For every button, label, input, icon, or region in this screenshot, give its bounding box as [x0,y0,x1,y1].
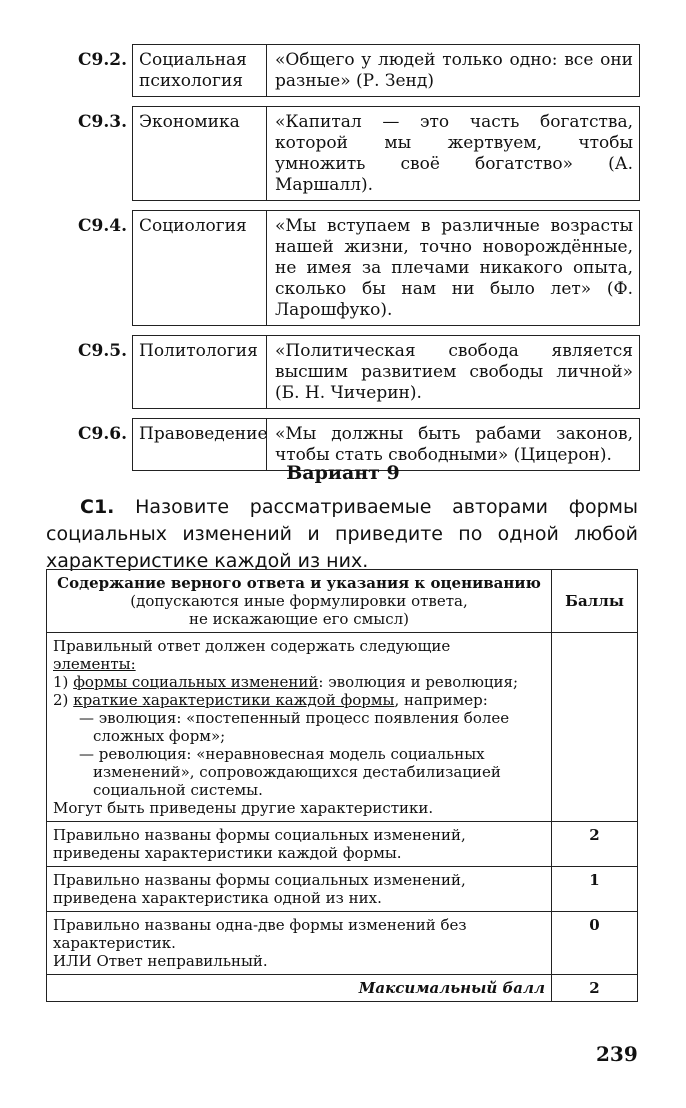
scoring-points: 1 [551,867,637,912]
max-score-label: Максимальный балл [47,975,552,1002]
task-label: С1. [80,496,115,518]
answer-content-row [47,633,638,822]
answer-table [46,569,638,1002]
quote-text: «Политическая свобода является высшим развитием свободы личной» (Б. Н. Чичерин). [275,341,633,403]
quote-topic: Экономика [133,107,267,200]
question-number: С9.4. [78,216,128,236]
answer-content [47,633,552,822]
quote-row [78,210,640,326]
quotes-table [78,44,640,480]
quote-cells [132,44,640,97]
quote-topic: Правоведение [133,419,267,470]
content-intro [53,637,545,673]
max-score-points: 2 [551,975,637,1002]
item-number: 1) [53,673,69,691]
content-intro-elements: элементы: [53,655,136,673]
max-score-row [47,975,638,1002]
content-score [551,633,637,822]
variant-title: Вариант 9 [286,462,400,484]
scoring-text: Правильно названы формы социальных изменений, приведены характеристики каждой формы. [47,822,552,867]
scoring-row [47,822,638,867]
scoring-text [47,912,552,975]
answer-table-header [47,570,638,633]
quote-text: «Мы должны быть рабами законов, чтобы стать свободными» (Цицерон). [275,424,633,465]
criteria-header-sub1: (допускаются иные формулировки ответа, [130,592,468,610]
question-number: С9.2. [78,50,128,70]
criteria-header-sub2: не искажающие его смысл) [188,610,410,628]
criteria-header [47,570,552,633]
content-item-2 [53,691,545,709]
scoring-text-line2: ИЛИ Ответ неправильный. [53,952,268,970]
quote-topic: Политология [133,336,267,408]
content-outro: Могут быть приведены другие характеристики. [53,799,434,817]
scoring-row [47,912,638,975]
quote-row [78,106,640,201]
item-rest: : эволюция и революция; [318,673,519,691]
scoring-text: Правильно названы формы социальных изменений, приведена характеристика одной из них. [47,867,552,912]
content-dash-1: — эволюция: «постепенный процесс появления более сложных форм»; [79,709,510,745]
quote-row [78,44,640,97]
content-dash-2: — революция: «неравновесная модель социальных изменений», сопровождающихся дестабилизацией социальной системы. [79,745,501,799]
scoring-text-line1: Правильно названы одна-две формы изменений без характеристик. [53,916,467,952]
task-text: Назовите рассматриваемые авторами формы социальных изменений и приведите по одной любой характеристике каждой из них. [46,496,638,572]
item-rest: , например: [394,691,488,709]
quote-row [78,335,640,409]
quote-cells [132,210,640,326]
criteria-header-main: Содержание верного ответа и указания к оцениванию [57,574,541,592]
page-number: 239 [596,1042,638,1066]
scoring-points: 2 [551,822,637,867]
question-number: С9.3. [78,112,128,132]
item-label: формы социальных изменений [73,673,319,691]
item-label: краткие характеристики каждой формы [73,691,395,709]
scoring-row [47,867,638,912]
quote-text: «Общего у людей только одно: все они разные» (Р. Зенд) [275,50,633,91]
question-number: С9.6. [78,424,128,444]
task-statement [46,494,638,575]
item-number: 2) [53,691,69,709]
quote-topic: Социальная психология [133,45,267,96]
points-header: Баллы [551,570,637,633]
quote-text: «Капитал — это часть богатства, которой мы жертвуем, чтобы умножить своё богатство» (А. Маршалл). [275,112,633,195]
content-item-1 [53,673,545,691]
scoring-points: 0 [551,912,637,975]
quote-topic: Социология [133,211,267,325]
quote-cells [132,106,640,201]
quote-cells [132,335,640,409]
quote-text: «Мы вступаем в различные возрасты нашей жизни, точно новорождённые, не имея за плечами никакого опыта, сколько бы нам ни было лет» (Ф. Ларошфуко). [275,216,633,320]
content-intro-text: Правильный ответ должен содержать следующие [53,637,451,655]
question-number: С9.5. [78,341,128,361]
